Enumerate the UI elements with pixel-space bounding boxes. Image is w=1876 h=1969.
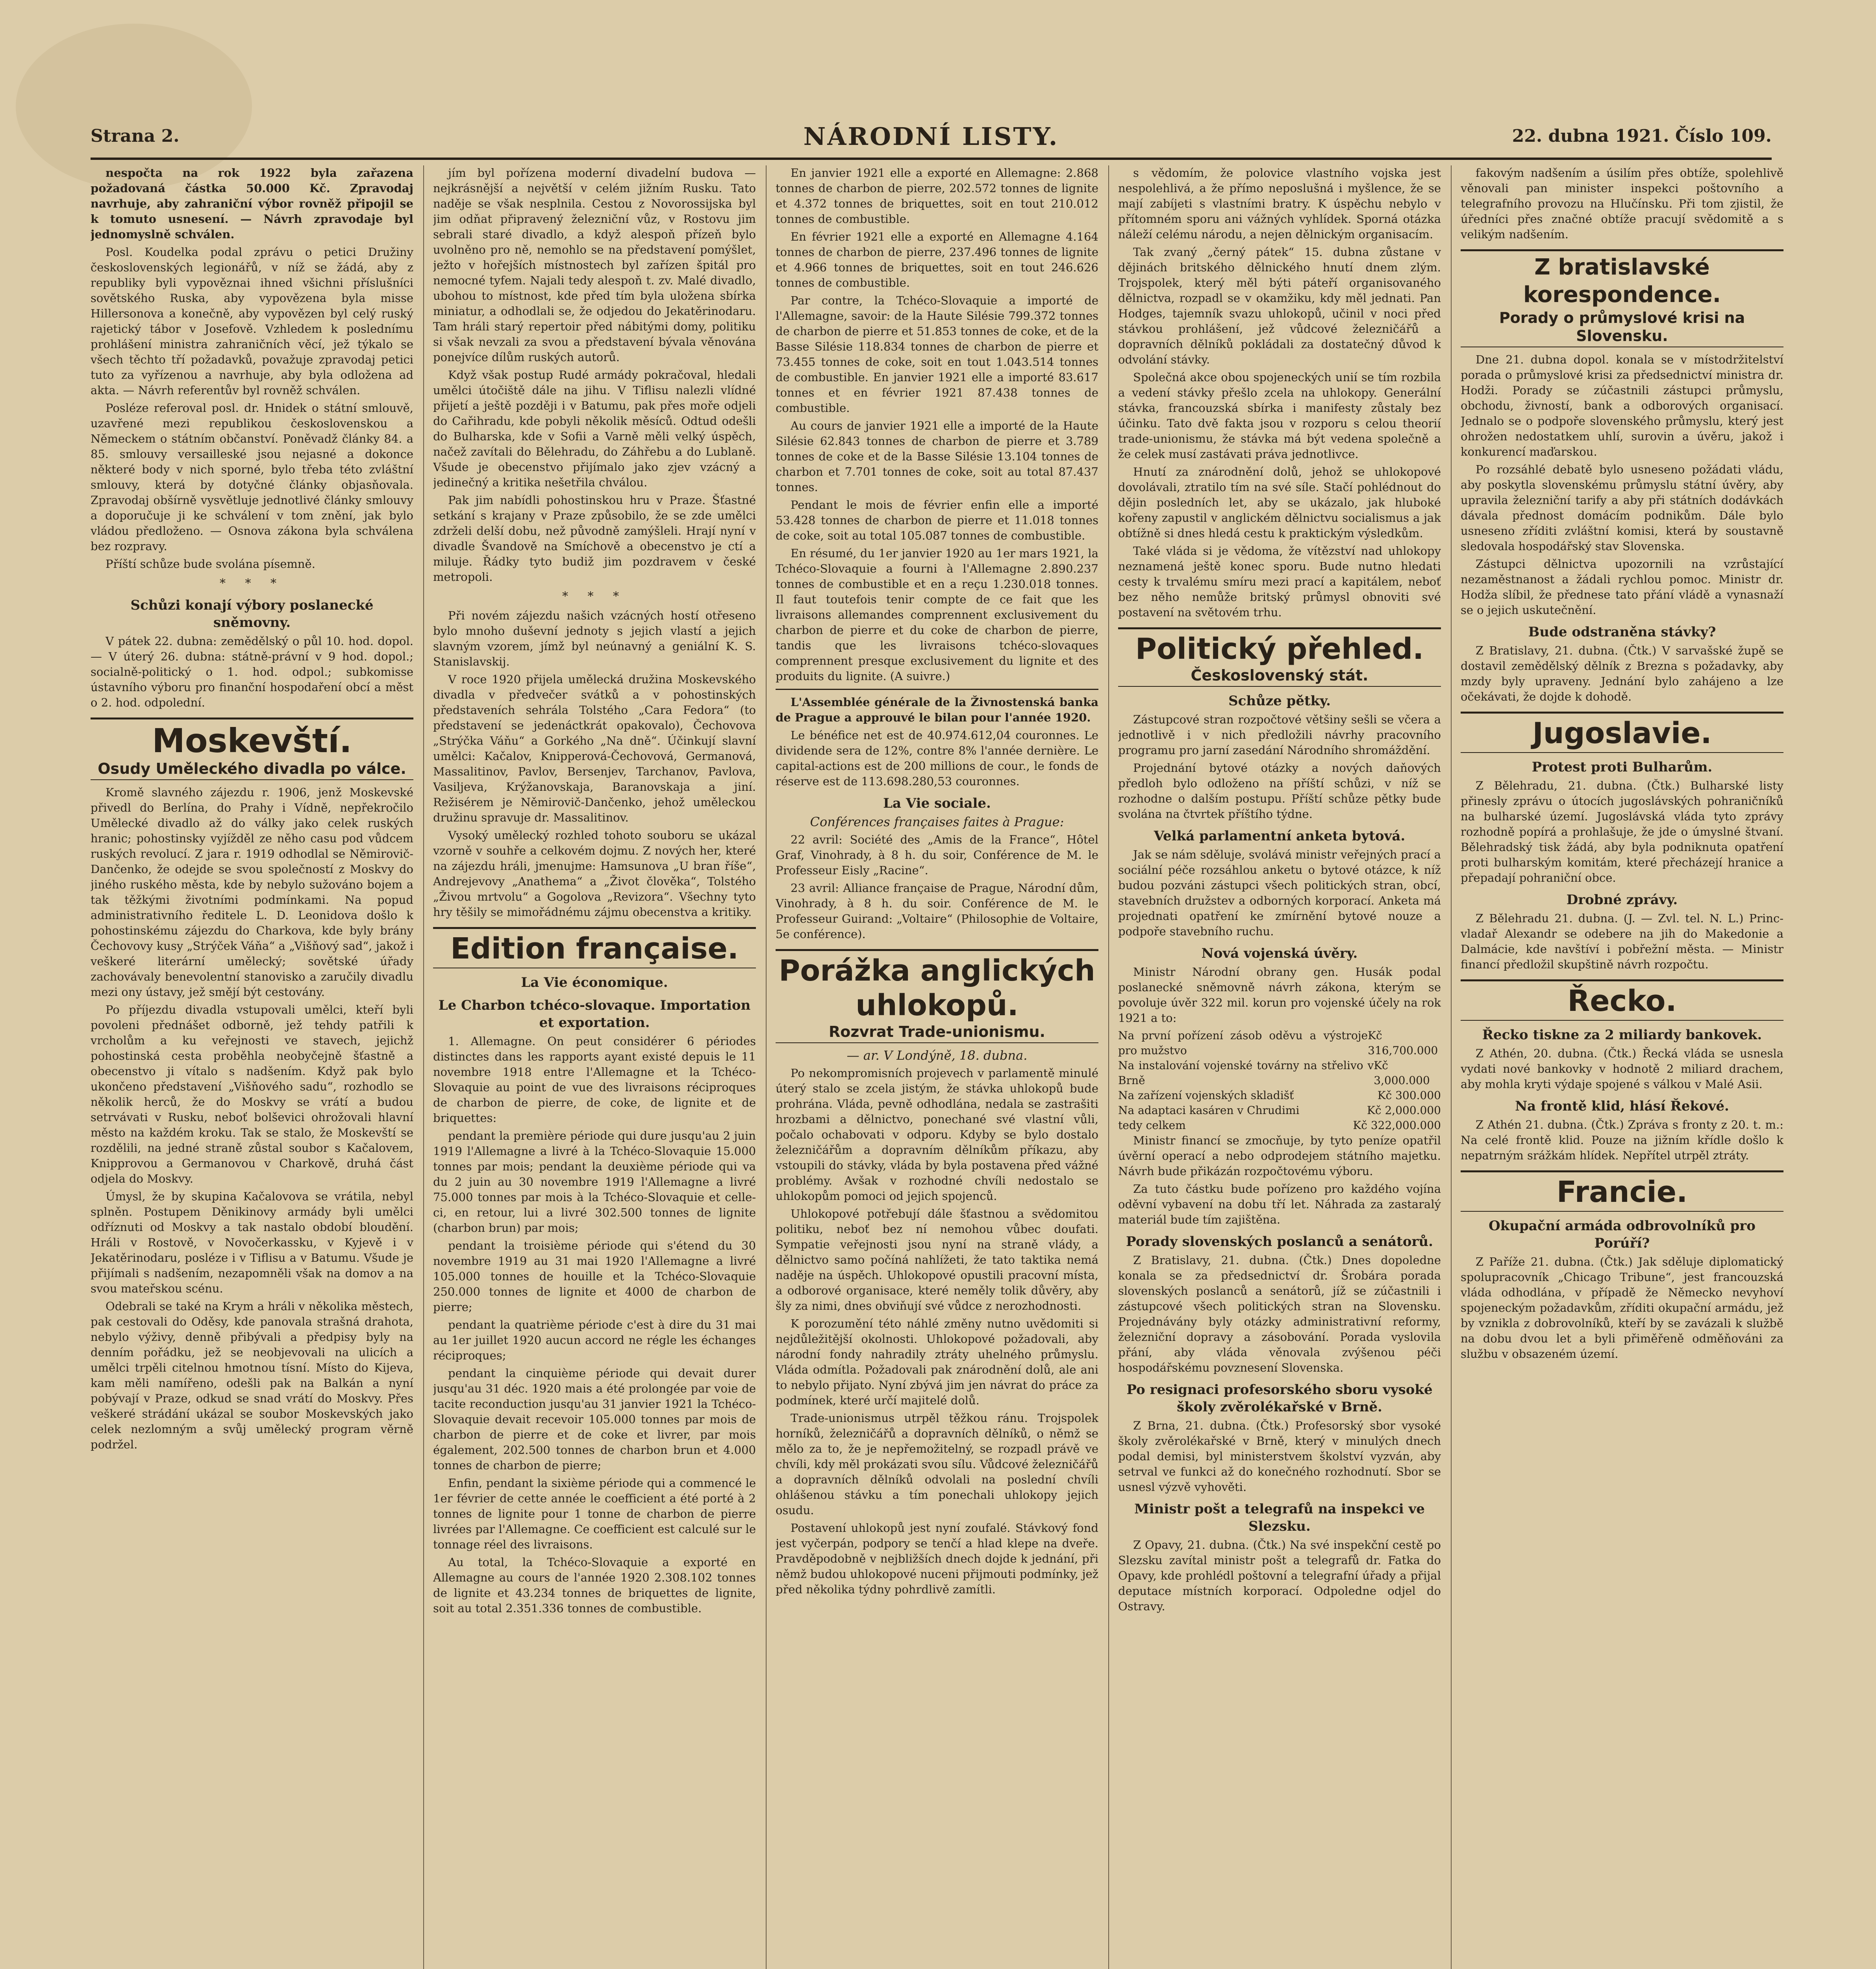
article-paragraph: Za tuto částku bude pořízeno pro každého vojína oděvní vybavení na dobu tří let. Náhrada za zastaralý materiál bude tím zajištěna. — [1118, 1182, 1441, 1226]
article-paragraph: Uhlokopové potřebují dále šťastnou a svědomitou politiku, neboť bez ní nemohou vůbec doufati. Sympatie veřejnosti jsou nyní na straně vlády, a dělnictvo samo počíná nahlížeti, že tato taktika nemá naděje na úspěch. Uhlokopové opustili pracovní místa, a odborové organisace, které neměly tolik důvěry, aby šly za nimi, dnes obviňují své vůdce z nerozhodnosti. — [776, 1207, 1098, 1313]
credit-label: Na první pořízení zásob oděvu a výstroje pro mužstvo — [1118, 1029, 1368, 1057]
article-paragraph: nespočta na rok 1922 byla zařazena požadovaná částka 50.000 Kč. Zpravodaj navrhuje, aby zahraniční výbor rovněž připojil se k tomuto usnesení. — Návrh zpravodaje byl jednomyslně schválen. — [91, 166, 413, 241]
section-heading: Okupační armáda odbrovolníků pro Porúří? — [1489, 1218, 1756, 1251]
section-heading: Po resignaci profesorského sboru vysoké školy zvěrolékařské v Brně. — [1126, 1382, 1433, 1415]
column-rule — [766, 165, 767, 1969]
credit-amount: Kč 3,000.000 — [1374, 1059, 1430, 1087]
article-paragraph: Z Bratislavy, 21. dubna. (Čtk.) V sarvašské župě se dostavil zemědělský dělník z Brezna s požadavky, aby mzdy byly upraveny. Jednání bylo zahájeno a lze očekávati, že dojde k dohodě. — [1461, 644, 1783, 703]
article-paragraph: En résumé, du 1er janvier 1920 au 1er mars 1921, la Tchéco-Slovaquie a fourni à l'Allemagne 2.890.237 tonnes de combustible et en a reçu 1.230.018 tonnes. Il faut toutefois tenir compte de ce fait que les livraisons allemandes comprennent exclusivement du charbon de pierre et du coke de charbon de pierre, tandis que les livraisons tchéco-slovaques comprennent presque exclusivement du lignite et des produits du lignite. (A suivre.) — [776, 547, 1098, 683]
article-paragraph: s vědomím, že polovice vlastního vojska jest nespolehlivá, a že přímo neposlušná i myšlence, že se mají zabíjeti s vlastními bratry. K úspěchu nebylo v přítomném sporu ani vážných vyhlídek. Sporná otázka náleží celému národu, a nejen dělnickým organisacím. — [1118, 166, 1441, 241]
section-heading: Ministr pošt a telegrafů na inspekci ve Slezsku. — [1134, 1501, 1425, 1534]
dateline: — ar. V Londýně, 18. dubna. — [846, 1048, 1028, 1063]
credit-row — [1118, 1028, 1441, 1058]
country-heading: Francie. — [1556, 1175, 1688, 1209]
article-paragraph: jím byl pořízena moderní divadelní budova — nejkrásnější a největší v celém jižním Rusku. Tato naděje se však nesplnila. Cestou z Novorossijska byl jim odňat připravený železniční vůz, v Rostovu jim sebrali staré divadlo, a když alespoň přízeň bylo uvolněno pro ně, nemohlo se na představení pomýšlet, ježto v hořejších místnostech byl zařízen špitál pro nemocné tyfem. Najali tedy alespoň t. zv. Malé divadlo, ubohou to místnost, kde před tím byla uložena sbírka miniatur, a odhodlali se, že odjedou do Jekatěrinodaru. Tam hráli starý repertoir před nábitými domy, politiku si však nevzali za svou a představení bývala věnována ponejvíce dílům ruských autorů. — [433, 166, 756, 364]
article-paragraph: Kromě slavného zájezdu r. 1906, jenž Moskevské přivedl do Berlína, do Prahy i Vídně, nepřekročilo Umělecké divadlo až do války jako celek ruských hranic; pohostinsky vyjížděl ze něho casu pod vůdcem ruských revolucí. Z jara r. 1919 odhodlal se Němirovič-Dančenko, že odejde se svou společností z Moskvy do jiného ruského města, kde by nebylo sužováno bojem a tak těžkými životními podmínkami. Na popud administrativního ředitele L. D. Leonidova došlo k pohostinskému zájezdu do Charkova, kde byly brány Čechovovy kusy „Strýček Váňa“ a „Višňový sad“, jakož i veškeré literární umělecký; sovětské úřady zachovávaly benevolentní stanovisko a zaručily divadlu mezi ony ústavy, jež smějí být cestovány. — [91, 786, 413, 999]
page-number: Strana 2. — [91, 126, 180, 146]
article-header — [1461, 1170, 1783, 1212]
column-rule — [423, 165, 424, 1969]
article-paragraph: Hnutí za znárodnění dolů, jehož se uhlokopové dovolávali, ztratilo tím na své síle. Stačí pohlédnout do dějin posledních let, aby se ukázalo, jak hluboké kořeny zapustil v anglickém dělnictvu socialismus a jak obtížně si dnes hledá cestu k praktickým výsledkům. — [1118, 465, 1441, 540]
credit-label: tedy celkem — [1118, 1119, 1186, 1132]
article-paragraph: En février 1921 elle a exporté en Allemagne 4.164 tonnes de charbon de pierre, 237.496 tonnes de lignite et 4.966 tonnes de briquettes, soit en tout 246.626 tonnes de combustible. — [776, 230, 1098, 289]
article-subtitle: Porady o průmyslové krisi na Slovensku. — [1499, 309, 1745, 345]
article-paragraph: Po nekompromisních projevech v parlamentě minulé úterý stalo se zcela jistým, že stávka uhlokopů bude prohrána. Vláda, pevně odhodlána, nedala se zastrašiti hrozbami a dělnictvo, ponechané své vlastní vůli, počalo ochabovati v odporu. Kdyby se bylo dostalo železničářům a dopravním dělníkům příkazu, aby vstoupili do stávky, vláda by byla postavena před vážné problémy. Avšak v rozhodné chvíli nedostalo se uhlokopům pomoci od jejich spojenců. — [776, 1066, 1098, 1203]
article-paragraph: V pátek 22. dubna: zemědělský o půl 10. hod. dopol. — V úterý 26. dubna: státně-právní v 9 hod. dopol.; socialně-politický o 1. hod. odpol.; subkomisse ústavního výboru pro finanční hospodaření obcí a měst o 2. hod. odpolední. — [91, 634, 413, 709]
article-subtitle: Československý stát. — [1191, 667, 1369, 684]
section-heading: La Vie économique. — [521, 975, 668, 990]
credit-amount: Kč 316,700.000 — [1368, 1029, 1438, 1057]
separator-stars: * * * — [219, 577, 285, 590]
column-1 — [91, 165, 413, 1969]
article-paragraph: Projednání bytové otázky a nových daňových předloh bylo odloženo na příští schůzi, v níž se rozhodne o dalším postupu. Příští schůze pětky bude svolána na čtvrtek příštího týdne. — [1118, 761, 1441, 821]
column-4 — [1118, 165, 1441, 1969]
article-subtitle: Osudy Uměleckého divadla po válce. — [98, 760, 406, 777]
column-5 — [1461, 165, 1783, 1969]
running-head — [91, 122, 1772, 160]
article-paragraph: Tak zvaný „černý pátek“ 15. dubna zůstane v dějinách britského dělnického hnutí dnem zlým. Trojspolek, který měl býti páteří organisovaného dělnictva, rozpadl se v okamžiku, kdy měl jednati. Pan Hodges, tajemník svazu uhlokopů, učinil v noci před stávkou prohlášení, jež vůdcové železničářů a dopravních dělníků pokládali za dostatečný důvod k odvolání stávky. — [1118, 245, 1441, 366]
separator-stars: * * * — [562, 590, 627, 603]
article-paragraph: 1. Allemagne. On peut considérer 6 périodes distinctes dans les rapports ayant existé depuis le 11 novembre 1918 entre l'Allemagne et la Tchéco-Slovaquie au point de vue des livraisons réciproques de charbon de pierre, de coke, de lignite et de briquettes: — [433, 1035, 756, 1125]
country-heading: Řecko. — [1567, 984, 1677, 1018]
section-heading: Protest proti Bulharům. — [1532, 759, 1713, 775]
article-paragraph: Posl. Koudelka podal zprávu o petici Družiny československých legionářů, v níž se žádá, aby z republiky byli vypověznai ihned všichni příslušníci sovětského Ruska, aby vypovězena byla misse Hillersonova a konečně, aby vypovězen byl celý ruský rajetický tábor v Josefově. Vzhledem k poslednímu prohlášení ministra zahraničních věcí, jež týkalo se všech těchto tří požadavků, považuje zpravodaj petici tuto za vyřízenou a navrhuje, aby byla odložena ad akta. — Návrh referentův byl rovněž schválen. — [91, 245, 413, 397]
article-paragraph: Par contre, la Tchéco-Slovaquie a importé de l'Allemagne, savoir: de la Haute Silésie 799.372 tonnes de charbon de pierre et 51.853 tonnes de coke, et de la Basse Silésie 118.834 tonnes de charbon de pierre et 73.455 tonnes de coke, soit en tout 1.043.514 tonnes de combustible. En janvier 1921 elle a importé 83.617 tonnes et en février 1921 87.438 tonnes de combustible. — [776, 294, 1098, 415]
article-title: Z bratislavské korespondence. — [1523, 254, 1721, 308]
article-paragraph: Posléze referoval posl. dr. Hnidek o státní smlouvě, uzavřené mezi republikou československou a Německem o státním občanství. Poněvadž články 84. a 85. smlouvy versailleské jsou nejasné a dokonce některé body v nich sporné, bylo třeba této zvláštní smlouvy, která by dotyčné články objasňovala. Zpravodaj obšírně vysvětluje jednotlivé články smlouvy a doporučuje ji ke schválení v tom znění, jak bylo vládou předloženo. — Osnova zákona byla schválena bez rozpravy. — [91, 401, 413, 553]
section-heading: Velká parlamentní anketa bytová. — [1154, 828, 1406, 844]
article-paragraph: Au total, la Tchéco-Slovaquie a exporté en Allemagne au cours de l'année 1920 2.308.102 tonnes de lignite et 43.234 tonnes de briquettes de lignite, soit au total 2.351.336 tonnes de combustible. — [433, 1556, 756, 1615]
article-paragraph: Le bénéfice net est de 40.974.612,04 couronnes. Le dividende sera de 12%, contre 8% l'année dernière. Le capital-actions est de 200 millions de cour., le fonds de réserve est de 113.698.280,53 couronnes. — [776, 729, 1098, 788]
article-paragraph: V roce 1920 přijela umělecká družina Moskevského divadla v předvečer svátků a v pohostinských představeních sehrála Tolstého „Cara Fedora“ (to představení se jedenáctkrát opakovalo), Čechovova „Strýčka Váňu“ a Gorkého „Na dně“. Účinkují slavní umělci: Kačalov, Knipperová-Čechovová, Germanová, Massalitinov, Pavlov, Bersenjev, Tarchanov, Pavlova, Vasiljeva, Krýžanovskaja, Baranovskaja a jiní. Režisérem je Němirovič-Dančenko, jehož uměleckou družinu spravuje dr. Massalitinov. — [433, 673, 756, 824]
article-paragraph: Také vláda si je vědoma, že vítězství nad uhlokopy neznamená ještě konec sporu. Bude nutno hledati cesty k trvalému smíru mezi prací a kapitálem, neboť bez něho nemůže britský průmysl obnoviti své postavení na světovém trhu. — [1118, 544, 1441, 619]
credit-label: Na adaptaci kasáren v Chrudimi — [1118, 1104, 1300, 1117]
section-heading: Řecko tiskne za 2 miliardy bankovek. — [1482, 1027, 1762, 1043]
article-paragraph: Když však postup Rudé armády pokračoval, hledali umělci útočiště dále na jihu. V Tiflisu nalezli vlídné přijetí a ještě později i v Batumu, pak přes moře odjeli do Cařihradu, kde pobyli několik měsíců. Odtud odešli do Bulharska, kde v Sofii a Varně měli velký úspěch, načež zavítali do Bělehradu, do Záhřebu a do Lublaně. Všude je obecenstvo přijímalo jako zjev vzácný a jedinečný a kritika nešetřila chválou. — [433, 368, 756, 489]
article-header — [1461, 712, 1783, 753]
credit-total-row — [1118, 1118, 1441, 1133]
section-heading: Nová vojenská úvěry. — [1201, 946, 1358, 961]
section-heading: Drobné zprávy. — [1566, 892, 1678, 908]
credit-row — [1118, 1103, 1441, 1118]
article-paragraph: En janvier 1921 elle a exporté en Allemagne: 2.868 tonnes de charbon de pierre, 202.572 tonnes de lignite et 4.372 tonnes de briquettes, soit en tout 210.012 tonnes de combustible. — [776, 166, 1098, 226]
article-paragraph: Postavení uhlokopů jest nyní zoufalé. Stávkový fond jest vyčerpán, podpory se tenčí a hlad klepe na dveře. Pravděpodobně v nejbližších dnech dojde k jednání, při němž budou uhlokopové nuceni přijmouti podmínky, jež před několika týdny pohrdlivě zamítli. — [776, 1521, 1098, 1596]
article-paragraph: 22 avril: Société des „Amis de la France“, Hôtel Graf, Vinohrady, à 8 h. du soir, Conférence de M. le Professeur Eisly „Racine“. — [776, 833, 1098, 877]
column-2 — [433, 165, 756, 1969]
article-subtitle: Rozvrat Trade-unionismu. — [829, 1023, 1045, 1040]
article-header — [1118, 627, 1441, 687]
article-paragraph: Trade-unionismus utrpěl těžkou ránu. Trojspolek horníků, železničářů a dopravních dělníků, o němž se mělo za to, že je nepřemožitelný, se rozpadl právě ve chvíli, kdy měl prokázati svou sílu. Vůdcové železničářů a dopravních dělníků odvolali na poslední chvíli ohlášenou stávku a tím ponechali uhlokopy jejich osudu. — [776, 1411, 1098, 1517]
credit-amount: Kč 2,000.000 — [1367, 1104, 1441, 1117]
article-paragraph: Vysoký umělecký rozhled tohoto souboru se ukázal vzorně v souhře a celkovém dojmu. Z nových her, které na zájezdu hráli, jmenujme: Hamsunova „U bran říše“, Andrejevovy „Anathema“ a „Život člověka“, Tolstého „Živou mrtvolu“ a Gogolova „Revizora“. Všechny tyto hry těšily se mimořádnému zájmu obecenstva a kritiky. — [433, 829, 756, 919]
article-paragraph: Při novém zájezdu našich vzácných hostí otřeseno bylo mnoho duševní jednoty s jejich vlastí a jejich slavným vzorem, jímž byl neúnavný a geniální K. S. Stanislavskij. — [433, 609, 756, 668]
credit-label: Na zařízení vojenských skladišť — [1118, 1089, 1294, 1102]
section-subheading: Conférences françaises faites à Prague: — [810, 814, 1064, 829]
article-paragraph: L'Assemblée générale de la Živnostenská banka de Prague a approuvé le bilan pour l'année 1920. — [776, 695, 1098, 724]
article-paragraph: Z Athén 21. dubna. (Čtk.) Zpráva s fronty z 20. t. m.: Na celé frontě klid. Pouze na jižním křídle došlo k nepatrným srážkám hlídek. Nepřítel utrpěl ztráty. — [1461, 1118, 1783, 1162]
section-heading: Na frontě klid, hlásí Řekové. — [1515, 1098, 1729, 1114]
article-paragraph: Dne 21. dubna dopol. konala se v místodržitelství porada o průmyslové krisi za předsednictví ministra dr. Hodži. Porady se zúčastnili zástupci průmyslu, obchodu, živností, bank a odborových organisací. Jednalo se o podpoře slovenského průmyslu, který jest ohrožen nedostatkem uhlí, surovin a úvěru, jakož i konkurencí maďarskou. — [1461, 353, 1783, 458]
column-3 — [776, 165, 1098, 1969]
section-heading: Schůze pětky. — [1228, 693, 1331, 709]
country-heading: Jugoslavie. — [1532, 716, 1712, 750]
article-paragraph: Ministr Národní obrany gen. Husák podal poslanecké sněmovně návrh zákona, kterým se povoluje úvěr 322 mil. korun pro vojenské účely na rok 1921 a to: — [1118, 965, 1441, 1025]
section-heading: Bude odstraněna stávky? — [1528, 624, 1716, 640]
article-header — [1461, 979, 1783, 1021]
section-heading: La Vie sociale. — [883, 795, 991, 811]
article-paragraph: Jak se nám sděluje, svolává ministr veřejných prací a sociální péče rozsáhlou anketu o bytové otázce, k níž budou pozváni zástupci všech politických stran, obcí, stavebních družstev a odborných korporací. Anketa má projednati opatření ke zmírnění bytové nouze a podpoře stavebního ruchu. — [1118, 848, 1441, 938]
article-paragraph: Z Athén, 20. dubna. (Čtk.) Řecká vláda se usnesla vydati nové bankovky v hodnotě 2 miliard drachem, aby mohla kryti výdaje spojené s válkou v Malé Asii. — [1461, 1047, 1783, 1091]
article-paragraph: Po rozsáhlé debatě bylo usneseno požádati vládu, aby poskytla slovenskému průmyslu státní úvěry, aby upravila železniční tarify a aby při státních dodávkách dávala přednost domácím podnikům. Dále bylo usneseno zříditi zvláštní komisi, která by soustavně sledovala hospodářský stav Slovenska. — [1461, 463, 1783, 553]
article-paragraph: Úmysl, že by skupina Kačalovova se vrátila, nebyl splněn. Postupem Děnikinovy armády byli umělci odříznuti od Moskvy a tak nastalo období bloudění. Hráli v Rostově, v Novočerkassku, v Kyjevě i v Jekatěrinodaru, posléze i v Tiflisu a v Batumu. Všude je přijímali s nadšením, nezapomněli však na domov a na svou mateřskou scénu. — [91, 1190, 413, 1295]
article-paragraph: Enfin, pendant la sixième période qui a commencé le 1er février de cette année le coefficient a été porté à 2 tonnes de lignite pour 1 tonne de charbon de pierre livrées par l'Allemagne. Ce coefficient est calculé sur le tonnage réel des livraisons. — [433, 1476, 756, 1551]
credit-row — [1118, 1058, 1441, 1088]
divider — [776, 689, 1098, 690]
article-paragraph: Po příjezdu divadla vstupovali umělci, kteří byli povoleni přednášet odborně, jež tehdy patřili k vrcholům a ku veřejnosti ve stavech, jejichž pohostinská cesta proběhla neobyčejně šťastně a obecenstvo ji vítalo s nadšením. Když pak bylo ukončeno představení „Višňového sadu“, rozhodlo se několik herců, že do Moskvy se vrátí a budou setrvávati v Rusku, neboť bolševici ohrožovali hlavní město na každém kroku. Tak se stalo, že Moskevští se rozdělili, na jedné straně zůstal soubor s Kačalovem, Knipprovou a Germanovou v Charkově, druhá část odjela do Moskvy. — [91, 1003, 413, 1185]
article-paragraph: Odebrali se také na Krym a hráli v několika městech, pak cestovali do Oděsy, kde panovala strašná drahota, nebylo výživy, denně přibývali a předpisy byly na denním pořádku, jež se neobjevovali na ulicích a umělci trpěli citelnou hmotnou tísní. Místo do Kijeva, kam měli namířeno, odešli pak na Balkán a nyní pobývají v Praze, odkud se snad vrátí do Moskvy. Přes veškeré strádání ukázal se soubor Moskevských jako celek nezlomným a svůj umělecký program věrně podržel. — [91, 1300, 413, 1451]
article-paragraph: Z Bratislavy, 21. dubna. (Čtk.) Dnes dopoledne konala se za předsednictví dr. Šrobára porada slovenských poslanců a senátorů, jíž se zúčastnili i zástupcové všech politických stran na Slovensku. Projednávány byly otázky administrativní reformy, železniční dopravy a zásobování. Porada vyslovila přání, aby vláda věnovala zvýšenou péči hospodářskému povznesení Slovenska. — [1118, 1253, 1441, 1374]
article-paragraph: Z Opavy, 21. dubna. (Čtk.) Na své inspekční cestě po Slezsku zavítal ministr pošt a telegrafů dr. Fatka do Opavy, kde prohlédl poštovní a telegrafní úřady a přijal deputace místních korporací. Odpoledne odjel do Ostravy. — [1118, 1538, 1441, 1613]
article-title: Politický přehled. — [1135, 632, 1424, 666]
article-paragraph: K porozumění této náhlé změny nutno uvědomiti si nejdůležitější okolnosti. Uhlokopové požadovali, aby národní fondy nahradily ztráty uhelného průmyslu. Vláda odmítla. Požadovali pak znárodnění dolů, ale ani to nebylo přijato. Nyní zbývá jim jen návrat do práce za podmínek, které určí majitelé dolů. — [776, 1317, 1098, 1407]
article-paragraph: pendant la cinquième période qui devait durer jusqu'au 31 déc. 1920 mais a été prolongée par voie de tacite reconduction jusqu'au 31 janvier 1921 la Tchéco-Slovaquie devait recevoir 105.000 tonnes par mois de charbon de pierre et de coke et livrer, par mois également, 202.500 tonnes de charbon brun et 4.000 tonnes de charbon de pierre; — [433, 1366, 756, 1472]
article-title: Moskevští. — [152, 721, 352, 760]
article-paragraph: Z Paříže 21. dubna. (Čtk.) Jak sděluje diplomatický spolupracovník „Chicago Tribune“, jest francouzská vláda odhodlána, v případě že Německo nevyhoví spojeneckým požadavkům, zříditi okupační armádu, jež by vznikla z dobrovolníků, kteří by se zavázali k službě na dobu dvou let a byli přiměřeně odměňováni za službu v obsazeném území. — [1461, 1255, 1783, 1361]
credit-amount: Kč 300.000 — [1377, 1089, 1441, 1102]
article-paragraph: Z Bělehradu, 21. dubna. (Čtk.) Bulharské listy přinesly zprávu o útocích jugoslávských pohraničníků na bulharské území. Jugoslávská vláda tyto zprávy rozhodně popírá a prohlašuje, že jde o úmyslné štvaní. Bělehradský tisk žádá, aby byla podniknuta opatření proti bulharským komitám, které přecházejí hranice a přepadají pohraniční obce. — [1461, 779, 1783, 884]
article-header — [91, 718, 413, 780]
article-paragraph: pendant la première période qui dure jusqu'au 2 juin 1919 l'Allemagne a livré à la Tchéco-Slovaquie 15.000 tonnes par mois; pendant la deuxième période qui va du 2 juin au 30 novembre 1919 l'Allemagne a livré 75.000 tonnes par mois à la Tchéco-Slovaquie et celle-ci, en retour, lui a livré 302.500 tonnes de lignite (charbon brun) par mois; — [433, 1129, 756, 1235]
article-paragraph: Z Bělehradu 21. dubna. (J. — Zvl. tel. N. L.) Princ-vladař Alexandr se odebere na jih do Makedonie a Dalmácie, kde navštíví i pobřežní města. — Ministr financí předložil skupštině návrh rozpočtu. — [1461, 912, 1783, 971]
column-rule — [1108, 165, 1109, 1969]
article-paragraph: Zástupci dělnictva upozornili na vzrůstající nezaměstnanost a žádali rychlou pomoc. Ministr dr. Hodža slíbil, že přednese tato přání vládě a vynasnaží se o jejich uskutečnění. — [1461, 557, 1783, 617]
article-title: Porážka anglických uhlokopů. — [779, 954, 1095, 1022]
article-paragraph: Společná akce obou spojeneckých unií se tím rozbila a vedení stávky přešlo zcela na uhlokopy. Generální stávka, francouzská sbírka i manifesty zůstaly bez účinku. Tato dvě fakta jsou v rozporu s celou theorií trade-unionismu, že stávka má být vedena společně a že celek musí zastávati práva jednotlivce. — [1118, 371, 1441, 461]
credit-label: Na instalování vojenské továrny na střelivo v Brně — [1118, 1059, 1374, 1087]
credit-amount: Kč 322,000.000 — [1353, 1119, 1441, 1132]
newspaper-title: NÁRODNÍ LISTY. — [803, 122, 1059, 151]
article-header — [1461, 249, 1783, 347]
article-paragraph: Pendant le mois de février enfin elle a importé 53.428 tonnes de charbon de pierre et 11.018 tonnes de coke, soit au total 105.087 tonnes de combustible. — [776, 498, 1098, 542]
article-paragraph: Ministr financí se zmocňuje, by tyto peníze opatřil úvěrní operací a nebo odprodejem státního majetku. Návrh bude přikázán rozpočtovému výboru. — [1118, 1134, 1441, 1178]
article-paragraph: Pak jim nabídli pohostinskou hru v Praze. Šťastné setkání s krajany v Praze způsobilo, že se zde umělci zdrželi delší dobu, než původně zamýšleli. Hrají nyní v divadle Švandově na Smíchově a obecenstvo je ctí a miluje. Řádky tyto budiž jim pozdravem v české metropoli. — [433, 493, 756, 584]
article-paragraph: 23 avril: Alliance française de Prague, Národní dům, Vinohrady, à 8 h. du soir. Conférence de M. le Professeur Guirand: „Voltaire“ (Philosophie de Voltaire, 5e conférence). — [776, 881, 1098, 941]
section-heading: Le Charbon tchéco-slovaque. Importation et exportation. — [438, 997, 751, 1031]
article-paragraph: Zástupcové stran rozpočtové většiny sešli se včera a jednotlivě i v nich předložili návrhy pracovního programu pro jarní zasedání Národního shromáždění. — [1118, 713, 1441, 757]
article-header — [433, 927, 756, 968]
article-paragraph: Příští schůze bude svolána písemně. — [106, 557, 315, 571]
article-paragraph: pendant la troisième période qui s'étend du 30 novembre 1919 au 31 mai 1920 l'Allemagne a livré 105.000 tonnes de houille et la Tchéco-Slovaquie 250.000 tonnes de lignite et 4000 de charbon de pierre; — [433, 1239, 756, 1314]
paper-stain — [16, 24, 252, 189]
article-header — [776, 949, 1098, 1043]
article-title: Edition française. — [450, 932, 739, 966]
credit-row — [1118, 1088, 1441, 1103]
issue-date-number: 22. dubna 1921. Číslo 109. — [1512, 126, 1772, 146]
article-paragraph: pendant la quatrième période c'est à dire du 31 mai au 1er juillet 1920 aucun accord ne régle les échanges réciproques; — [433, 1318, 756, 1362]
article-paragraph: Au cours de janvier 1921 elle a importé de la Haute Silésie 62.843 tonnes de charbon de pierre et 3.789 tonnes de coke et de la Basse Silésie 13.104 tonnes de charbon et 7.701 tonnes de coke, soit au total 87.437 tonnes. — [776, 419, 1098, 494]
article-paragraph: fakovým nadšením a úsilím přes obtíže, spolehlivě věnovali pan minister inspekci poštovního a telegrafního provozu na Hlučínsku. Při tom zjistil, že úředníci přes značné obtíže pracují svědomitě a s velikým nadšením. — [1461, 166, 1783, 241]
article-paragraph: Z Brna, 21. dubna. (Čtk.) Profesorský sbor vysoké školy zvěrolékařské v Brně, který v minulých dnech podal demisi, byl ministerstvem školství vyzván, aby setrval ve funkci až do konečného rozhodnutí. Sbor se usnesl výzvě vyhověti. — [1118, 1419, 1441, 1494]
section-heading: Schůzi konají výbory poslanecké sněmovny. — [130, 597, 374, 630]
column-rule — [1451, 165, 1452, 1969]
section-heading: Porady slovenských poslanců a senátorů. — [1126, 1234, 1433, 1250]
